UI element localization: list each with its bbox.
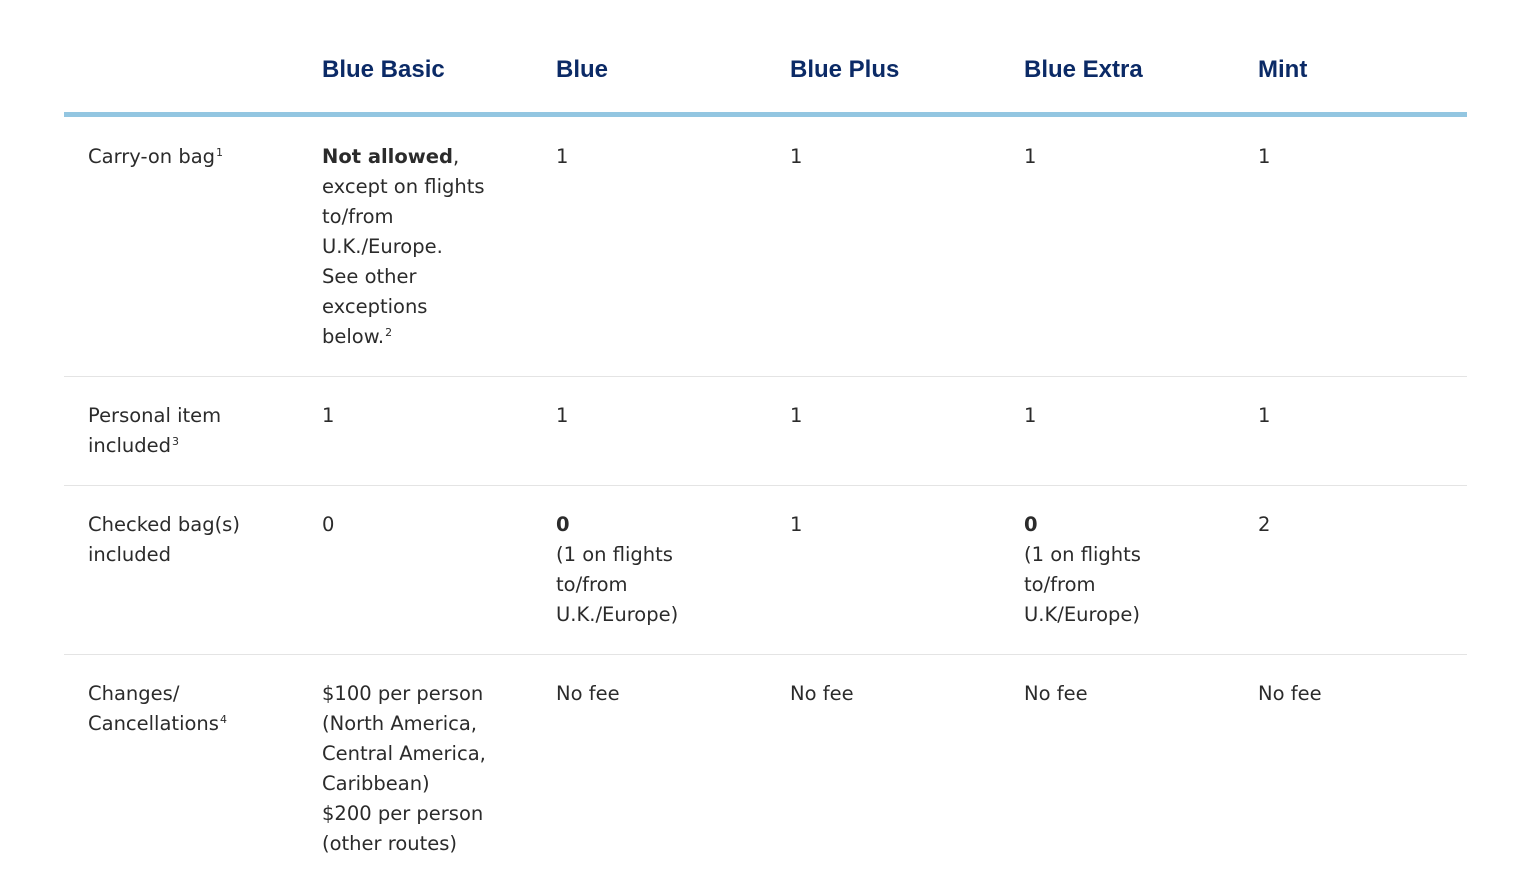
cell-changes-mint: No fee <box>1258 682 1322 705</box>
cell-line: Caribbean) <box>322 772 430 795</box>
cell-checked-bags-blue-extra <box>1024 510 1224 630</box>
table-row-personal-item <box>64 377 1467 486</box>
row-label-text: Carry-on bag <box>88 145 216 168</box>
column-header-blue: Blue <box>556 56 609 83</box>
cell-carry-on-mint: 1 <box>1258 145 1271 168</box>
cell-changes-blue-basic <box>322 679 522 859</box>
table-row-carry-on-bag <box>64 117 1467 377</box>
row-label-text: included <box>88 434 172 457</box>
cell-line: U.K./Europe) <box>556 603 679 626</box>
cell-changes-blue: No fee <box>556 682 620 705</box>
footnote-marker: 1 <box>216 146 224 159</box>
cell-line: to/from <box>556 573 628 596</box>
column-header-blue-extra: Blue Extra <box>1024 56 1143 83</box>
comma-text: , <box>452 145 460 168</box>
cell-line: See other <box>322 265 417 288</box>
cell-value-bold: 0 <box>556 513 570 536</box>
cell-checked-bags-blue-plus: 1 <box>790 513 803 536</box>
table-header <box>64 0 1467 112</box>
row-label-text: included <box>88 543 172 566</box>
cell-carry-on-blue-basic <box>322 142 522 352</box>
row-label-text: Personal item <box>88 404 222 427</box>
row-label-text: Checked bag(s) <box>88 513 240 536</box>
cell-line: exceptions <box>322 295 428 318</box>
cell-personal-item-mint: 1 <box>1258 404 1271 427</box>
cell-carry-on-blue-plus: 1 <box>790 145 803 168</box>
row-label-personal-item <box>88 401 288 461</box>
column-header-mint: Mint <box>1258 56 1308 83</box>
cell-line: $200 per person <box>322 802 484 825</box>
cell-changes-blue-extra: No fee <box>1024 682 1088 705</box>
row-label-checked-bags <box>88 510 288 570</box>
cell-line: (1 on flights <box>556 543 673 566</box>
cell-carry-on-blue: 1 <box>556 145 569 168</box>
footnote-marker: 2 <box>385 326 393 339</box>
row-label-carry-on-bag <box>88 142 288 172</box>
footnote-marker: 3 <box>172 435 180 448</box>
cell-carry-on-blue-extra: 1 <box>1024 145 1037 168</box>
row-label-text: Cancellations <box>88 712 219 735</box>
cell-personal-item-blue-extra: 1 <box>1024 404 1037 427</box>
column-header-blue-basic: Blue Basic <box>322 56 445 83</box>
table-row-changes-cancellations <box>64 655 1467 871</box>
cell-line: (1 on flights <box>1024 543 1141 566</box>
cell-line: (other routes) <box>322 832 458 855</box>
cell-checked-bags-mint: 2 <box>1258 513 1271 536</box>
cell-line: (North America, <box>322 712 477 735</box>
cell-checked-bags-blue-basic: 0 <box>322 513 335 536</box>
cell-personal-item-blue-plus: 1 <box>790 404 803 427</box>
fare-comparison-table <box>64 0 1467 871</box>
cell-changes-blue-plus: No fee <box>790 682 854 705</box>
cell-line: to/from <box>322 205 394 228</box>
cell-value-bold: 0 <box>1024 513 1038 536</box>
column-header-blue-plus: Blue Plus <box>790 56 900 83</box>
cell-line: Central America, <box>322 742 486 765</box>
cell-line: $100 per person <box>322 682 484 705</box>
cell-line: except on flights <box>322 175 485 198</box>
not-allowed-text: Not allowed <box>322 145 453 168</box>
cell-line: to/from <box>1024 573 1096 596</box>
cell-checked-bags-blue <box>556 510 756 630</box>
footnote-marker: 4 <box>219 713 227 726</box>
cell-personal-item-blue: 1 <box>556 404 569 427</box>
row-label-text: Changes/ <box>88 682 180 705</box>
cell-line: U.K/Europe) <box>1024 603 1141 626</box>
table-row-checked-bags <box>64 486 1467 655</box>
row-label-changes-cancellations <box>88 679 288 739</box>
cell-line: U.K./Europe. <box>322 235 443 258</box>
cell-personal-item-blue-basic: 1 <box>322 404 335 427</box>
cell-line: below. <box>322 325 385 348</box>
